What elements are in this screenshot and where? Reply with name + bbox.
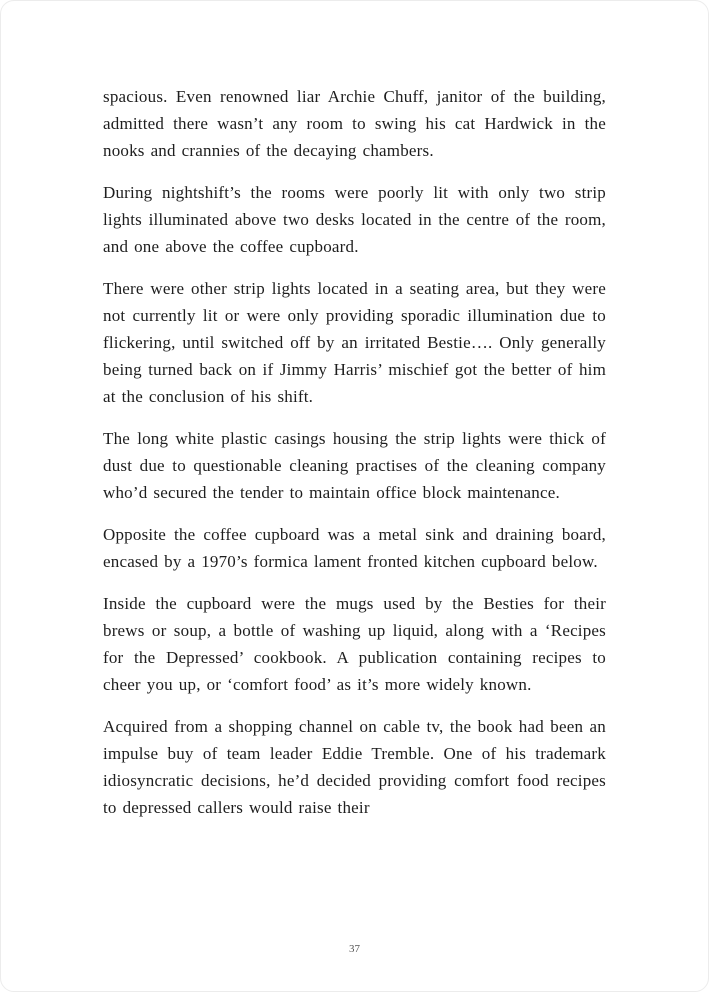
paragraph: The long white plastic casings housing the strip lights were thick of dust due to questionable cleaning practises of the cleaning company who’d secured the tender to maintain office block maintenance.: [103, 429, 606, 502]
page-number: 37: [349, 943, 360, 955]
paragraph: Acquired from a shopping channel on cable tv, the book had been an impulse buy of team leader Eddie Tremble. One of his trademark idiosyncratic decisions, he’d decided providing comfort food recipes to depressed callers would raise their: [103, 717, 606, 817]
page-body-text: [103, 83, 606, 836]
paragraph: Opposite the coffee cupboard was a metal sink and draining board, encased by a 1970’s formica lament fronted kitchen cupboard below.: [103, 525, 606, 571]
paragraph: There were other strip lights located in a seating area, but they were not currently lit or were only providing sporadic illumination due to flickering, until switched off by an irritated Bestie…. Only generally being turned back on if Jimmy Harris’ mischief got the better of him at the conclusion of his shift.: [103, 279, 606, 406]
paragraph: spacious. Even renowned liar Archie Chuff, janitor of the building, admitted there wasn’t any room to swing his cat Hardwick in the nooks and crannies of the decaying chambers.: [103, 87, 606, 160]
paragraph: During nightshift’s the rooms were poorly lit with only two strip lights illuminated above two desks located in the centre of the room, and one above the coffee cupboard.: [103, 183, 606, 256]
paragraph: Inside the cupboard were the mugs used by the Besties for their brews or soup, a bottle of washing up liquid, along with a ‘Recipes for the Depressed’ cookbook. A publication containing recipes to cheer you up, or ‘comfort food’ as it’s more widely known.: [103, 594, 606, 694]
